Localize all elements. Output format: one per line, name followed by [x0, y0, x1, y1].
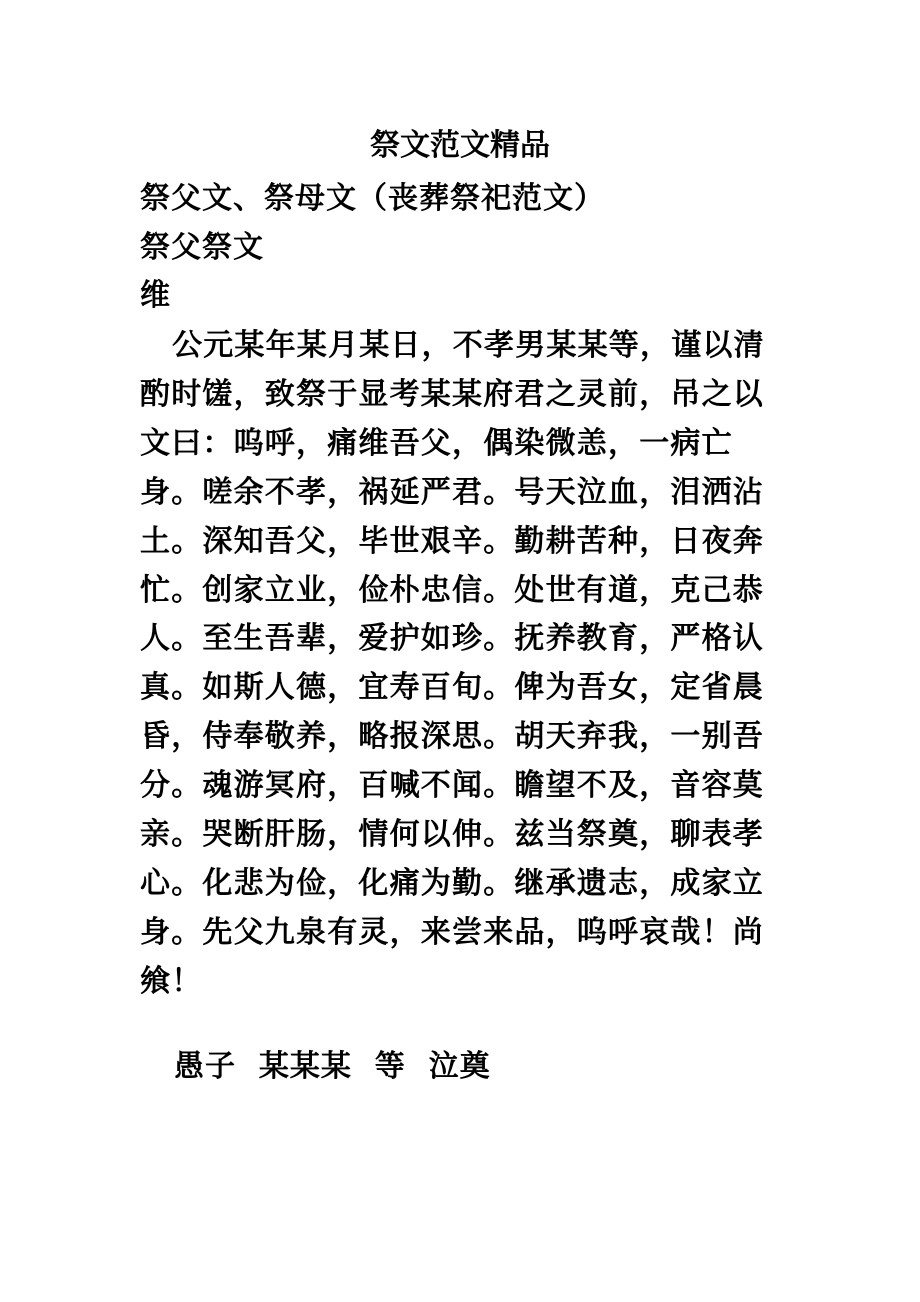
- opening-word: 维: [140, 278, 171, 313]
- section-heading: 祭父祭文: [140, 230, 264, 265]
- document-subtitle: 祭父文、祭母文（丧葬祭祀范文）: [140, 181, 605, 216]
- signature-line: 愚子 某某某 等 泣奠: [174, 1049, 491, 1084]
- eulogy-body: 公元某年某月某日，不孝男某某等，谨以清酌时馐，致祭于显考某某府君之灵前，吊之以文曰：呜呼，痛维吾父，偶染微恙，一病亡身。嗟余不孝，祸延严君。号天泣血，泪洒沾土。深知吾父，毕世艰辛。勤耕苦种，日夜奔忙。创家立业，俭朴忠信。处世有道，克己恭人。至生吾辈，爱护如珍。抚养教育，严格认真。如斯人德，宜寿百旬。俾为吾女，定省晨昏，侍奉敬养，略报深思。胡天弃我，一别吾分。魂游冥府，百喊不闻。瞻望不及，音容莫亲。哭断肝肠，情何以伸。兹当祭奠，聊表孝心。化悲为俭，化痛为勤。继承遗志，成家立身。先父九泉有灵，来尝来品，呜呼哀哉！尚飨！: [140, 328, 765, 999]
- document-title: 祭文范文精品: [370, 128, 550, 163]
